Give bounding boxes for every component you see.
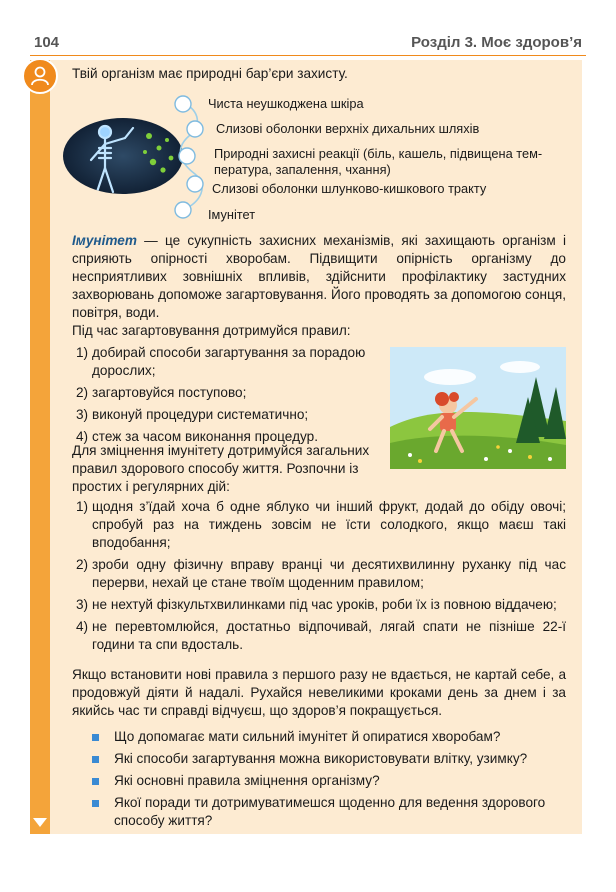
rules-intro: Під час загартовування дотримуйся правил: xyxy=(72,323,351,338)
header-rule xyxy=(30,55,586,56)
section-title: Розділ 3. Моє здоров’я xyxy=(411,34,582,51)
barrier-digestive: Слизові оболонки шлунково-кишкового тракту xyxy=(212,181,487,196)
barrier-skin: Чиста неушкоджена шкіра xyxy=(208,96,364,111)
list-item: 3) не нехтуй фізкультхвилинками під час уроків, роби їх із повною віддачею; xyxy=(76,597,557,612)
side-strip xyxy=(30,60,50,834)
review-questions xyxy=(92,728,566,834)
hardening-rules-list xyxy=(72,344,372,450)
daily-actions-list xyxy=(72,498,566,658)
intro-text: Твій організм має природні бар’єри захисту. xyxy=(72,66,348,81)
question-item: Які способи загартування можна використовувати влітку, узимку? xyxy=(92,750,566,768)
down-arrow-icon xyxy=(33,818,47,827)
term-immunity: Імунітет xyxy=(72,233,137,248)
list-item: 1) щодня з’їдай хоча б одне яблуко чи інший фрукт, додай до обіду овочі; спробуй раз на тиждень зовсім не їсти солодкого, якщо маєш такі вподобання; xyxy=(76,499,566,550)
definition-text: — це сукупність захисних механізмів, які захищають організм і сприяють опірності хворобам. Підвищити опірність організму до несприятливих зовнішніх впливів, здійснити профілактику застудних захворювань допоможе загартовування. Його проводять за допомогою сонця, повітря, води. xyxy=(72,233,566,320)
list-item: 4) не перевтомлюйся, достатньо відпочивай, лягай спати не пізніше 22-ї години та спи вдосталь. xyxy=(76,619,566,652)
bullet-square-icon xyxy=(92,734,99,741)
question-item: Якої поради ти дотримуватимешся щоденно для ведення здорового способу життя? xyxy=(92,794,566,830)
closing-paragraph: Якщо встановити нові правила з першого разу не вдається, не картай себе, а продовжуй діяти й надалі. Рухайся невеликими кроками день за днем і за якийсь час ти справді відчуєш, що здоров’я покращується. xyxy=(72,667,566,718)
question-item: Які основні правила зміцнення організму? xyxy=(92,772,566,790)
list-item: 2) зроби одну фізичну вправу вранці чи десятихвилинну руханку під час перерви, нехай це стане твоїм щоденним правилом; xyxy=(76,557,566,590)
question-item: Що допомагає мати сильний імунітет й опиратися хворобам? xyxy=(92,728,566,746)
list-item: 2) загартовуйся поступово; xyxy=(76,385,247,400)
list-item: 3) виконуй процедури систематично; xyxy=(76,407,309,422)
bullet-square-icon xyxy=(92,778,99,785)
girl-exercising-illustration xyxy=(390,347,566,469)
immunity-strengthening-intro: Для зміцнення імунітету дотримуйся загальних правил здорового способу життя. Розпочни із простих і регулярних дій: xyxy=(72,443,370,494)
list-item: 4) стеж за часом виконання процедур. xyxy=(76,429,318,444)
bullet-square-icon xyxy=(92,800,99,807)
student-icon xyxy=(22,58,58,94)
list-item: 1) добирай способи загартування за порадою дорослих; xyxy=(76,345,366,378)
page-number: 104 xyxy=(34,34,60,51)
barrier-respiratory: Слизові оболонки верхніх дихальних шляхів xyxy=(216,121,480,136)
barrier-immunity: Імунітет xyxy=(208,207,256,222)
immunity-definition xyxy=(72,232,566,322)
barrier-reactions-line1: Природні захисні реакції (біль, кашель, підвищена тем- xyxy=(214,146,543,161)
barrier-reactions-line2: пература, запалення, чхання) xyxy=(214,162,391,177)
bullet-square-icon xyxy=(92,756,99,763)
